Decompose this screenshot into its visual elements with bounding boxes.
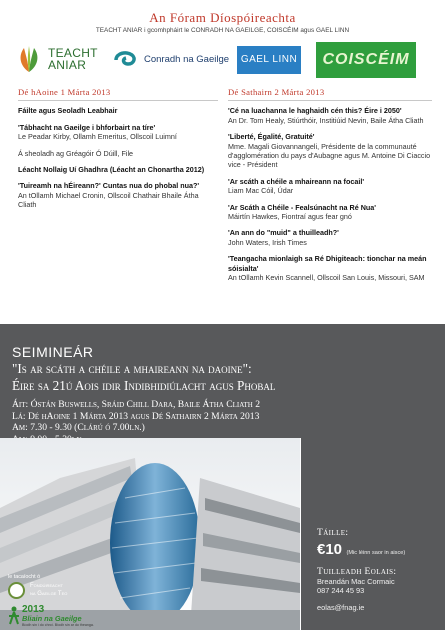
- fnag-logo: Fondúireacht na Gaeilge Teo: [8, 582, 128, 600]
- gael-linn-logo: GAEL LINN: [237, 46, 301, 74]
- partner-logos: [14, 40, 434, 80]
- list-item: 'An ann do "muid" a thuilleadh?' John Waters, Irish Times: [228, 228, 339, 247]
- convention-centre-image: [0, 438, 300, 630]
- page-title: An Fóram Díospóireachta: [149, 10, 296, 25]
- list-item: Á sheoladh ag Gréagóir Ó Dúill, File: [18, 148, 134, 158]
- seminar-headline-1: "Is ar scáth a chéile a mhaireann na daoine":: [12, 361, 252, 376]
- info-label: Tuilleadh Eolais:: [317, 567, 397, 577]
- seminar-label: SEIMINEÁR: [12, 344, 94, 360]
- seminar-dates: Lá: Dé hAoine 1 Márta 2013 agus Dé Sathairn 2 Márta 2013: [12, 410, 260, 422]
- friday-heading: Dé hAoine 1 Márta 2013: [18, 88, 218, 101]
- teacht-aniar-logo: [14, 40, 109, 80]
- leaf-icon: [14, 44, 44, 74]
- sponsor-label: le tacaíocht ó: [8, 574, 41, 580]
- contact-phone: 087 244 45 93: [317, 586, 365, 595]
- figure-icon: [8, 606, 20, 626]
- list-item: 'Teangacha mionlaigh sa Ré Dhigiteach: tionchar na meán sóisialta' An tOllamh Kevin Scannell, Ollscoil San Louis, Missouri, SAM: [228, 254, 427, 283]
- list-item: 'Ar scáth a chéile a mhaireann na focail' Liam Mac Cóil, Údar: [228, 176, 365, 196]
- contact-name: Breandán Mac Cormaic: [317, 577, 395, 586]
- list-item: 'Tuireamh na hÉireann?' Cuntas nua do phobal nua?' An tOllamh Michael Cronin, Ollscoil Chathair Bhaile Átha Cliath: [18, 181, 200, 210]
- info-sidebar: [301, 438, 445, 630]
- seminar-venue: Áit: Óstán Buswells, Sráid Chill Dara, Baile Átha Cliath 2: [12, 399, 261, 410]
- conradh-text: Conradh na Gaeilge: [144, 54, 230, 65]
- contact-email[interactable]: eolas@fnag.ie: [317, 603, 365, 612]
- friday-column: [18, 88, 218, 217]
- building-photo: [0, 438, 300, 630]
- coisceim-logo: COISCÉIM: [316, 42, 416, 78]
- seminar-time-1: Am: 7.30 - 9.30 (Clárú ó 7.00i.n.): [12, 422, 145, 434]
- page-subtitle: TEACHT ANIAR i gcomhpháirt le CONRADH NA GAEILGE, COISCÉIM agus GAEL LINN: [95, 27, 350, 34]
- bliain-na-gaeilge-logo: 2013 Bliain na Gaeilge Bíodh sin i do chroí. Bíodh sin ar do theanga.: [8, 604, 138, 628]
- list-item: Léacht Nollaig Uí Ghadhra (Léacht an Chonartha 2012): [18, 165, 205, 175]
- list-item: 'Tábhacht na Gaeilge i bhforbairt na tíre' Le Peadar Kirby, Ollamh Emeritus, Ollscoil Luimní: [18, 122, 177, 142]
- swirl-icon: [114, 50, 140, 70]
- teacht-aniar-text-1: TEACHT: [48, 46, 98, 60]
- conradh-logo: [114, 40, 234, 80]
- fee-label: Táille:: [317, 528, 349, 538]
- list-item: 'Liberté, Égalité, Gratuité' Mme. Magali Giovannangeli, Présidente de la communauté d'agglomération du pays d'Aubagne agus M. Antoine Di Ciaccio vice - Président: [228, 132, 431, 170]
- seminar-band: [0, 324, 445, 438]
- fee-note: (Mic léinn saor in aisce): [346, 550, 406, 556]
- saturday-column: [228, 88, 432, 290]
- list-item: 'Ar Scáth a Chéile - Fealsúnacht na Ré Nua' Máirtín Hawkes, Fiontraí agus fear gnó: [228, 202, 377, 222]
- list-item: Fáilte agus Seoladh Leabhair: [18, 106, 118, 116]
- teacht-aniar-text-2: ANIAR: [48, 58, 87, 72]
- saturday-heading: Dé Sathairn 2 Márta 2013: [228, 88, 432, 101]
- list-item: 'Cé na luachanna le haghaidh cén this? Éire i 2050' An Dr. Tom Healy, Stiúrthóir, Institiúid Nevin, Baile Átha Cliath: [228, 106, 424, 125]
- seminar-headline-2: Éire sa 21ú Aois idir Indibhidiúlacht agus Phobal: [12, 378, 276, 393]
- fnag-circle-icon: [8, 582, 25, 599]
- fee-amount: €10: [317, 541, 343, 558]
